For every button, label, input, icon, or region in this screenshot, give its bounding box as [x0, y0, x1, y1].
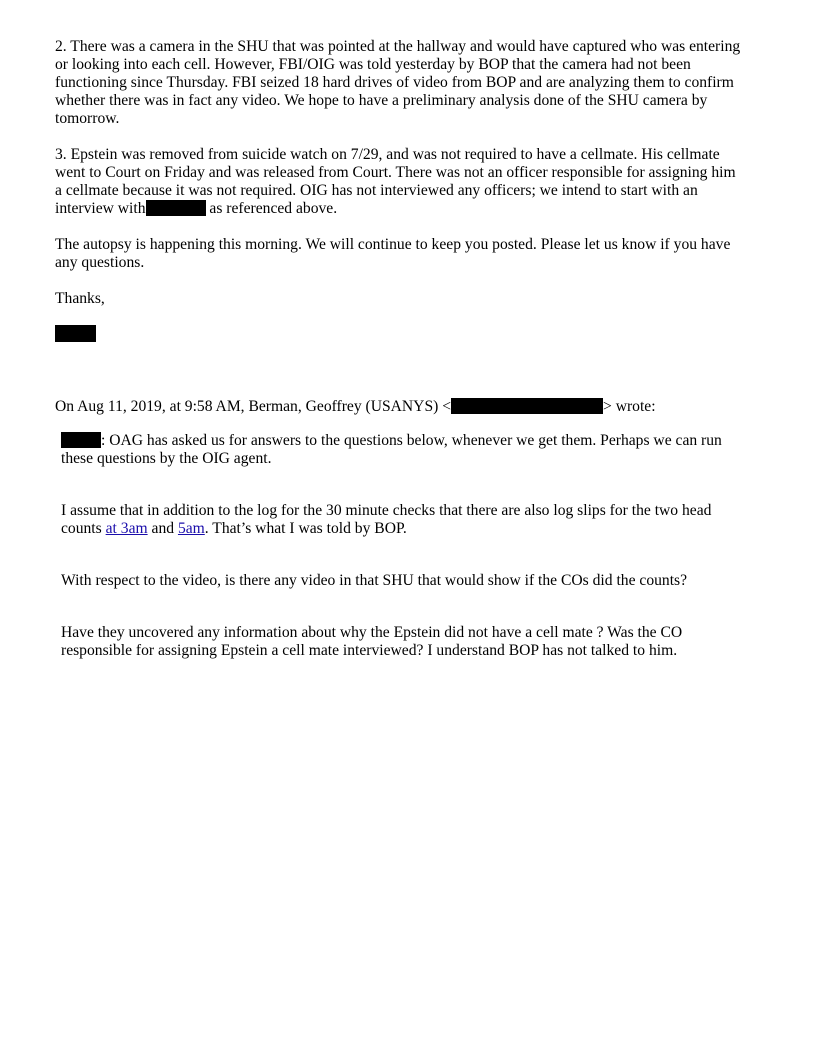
quote-header-suffix: > wrote: — [603, 398, 656, 415]
quoted-text: : OAG has asked us for answers to the questions below, whenever we get them. Perhaps we can run — [101, 432, 722, 449]
quoted-text: Have they uncovered any information about why the Epstein did not have a cell mate ? Was the CO — [61, 624, 683, 641]
redaction-block — [146, 200, 206, 216]
item-2-line: 2. There was a camera in the SHU that was pointed at the hallway and would have captured who was entering — [55, 38, 741, 55]
item-3-paragraph — [55, 146, 736, 218]
item-3-line: a cellmate because it was not required. OIG has not interviewed any officers; we intend to start with an — [55, 182, 698, 199]
quoted-paragraph-3 — [61, 572, 687, 590]
quoted-text: With respect to the video, is there any video in that SHU that would show if the COs did the counts? — [61, 572, 688, 589]
closing-line: any questions. — [55, 254, 145, 271]
quote-header — [55, 398, 656, 416]
time-link-5am[interactable]: 5am — [177, 520, 205, 537]
quoted-paragraph-1 — [61, 432, 722, 468]
item-3-interview-text: interview with — [55, 200, 146, 217]
item-2-paragraph — [55, 38, 740, 128]
recipient-redaction-block — [61, 432, 101, 448]
item-3-last-line — [55, 200, 736, 218]
quoted-text: I assume that in addition to the log for the 30 minute checks that there are also log slips for the two head — [61, 502, 712, 519]
closing-paragraph — [55, 236, 730, 272]
signoff: Thanks, — [55, 290, 105, 307]
quoted-text: and — [147, 520, 178, 537]
quote-header-prefix: On Aug 11, 2019, at 9:58 AM, Berman, Geoffrey (USANYS) < — [55, 398, 452, 415]
signature-redaction-block — [55, 325, 96, 342]
item-3-referenced-text: as referenced above. — [205, 200, 338, 217]
quoted-paragraph-4 — [61, 624, 682, 660]
quoted-text: . That’s what I was told by BOP. — [204, 520, 407, 537]
quoted-text: counts — [61, 520, 106, 537]
quoted-paragraph-2 — [61, 502, 711, 538]
quoted-text: responsible for assigning Epstein a cell mate interviewed? I understand BOP has not talked to him. — [61, 642, 678, 659]
item-3-line: went to Court on Friday and was released from Court. There was not an officer responsible for assigning him — [55, 164, 736, 181]
quoted-text: these questions by the OIG agent. — [61, 450, 272, 467]
time-link-3am[interactable]: at 3am — [105, 520, 148, 537]
item-3-line: 3. Epstein was removed from suicide watch on 7/29, and was not required to have a cellmate. His cellmate — [55, 146, 720, 163]
item-2-line: functioning since Thursday. FBI seized 18 hard drives of video from BOP and are analyzing them to confirm — [55, 74, 734, 91]
email-address-redaction-block — [451, 398, 603, 414]
item-2-line: whether there was in fact any video. We hope to have a preliminary analysis done of the SHU camera by — [55, 92, 708, 109]
item-2-line: tomorrow. — [55, 110, 120, 127]
closing-line: The autopsy is happening this morning. We will continue to keep you posted. Please let us know if you have — [55, 236, 731, 253]
item-2-line: or looking into each cell. However, FBI/OIG was told yesterday by BOP that the camera had not been — [55, 56, 691, 73]
